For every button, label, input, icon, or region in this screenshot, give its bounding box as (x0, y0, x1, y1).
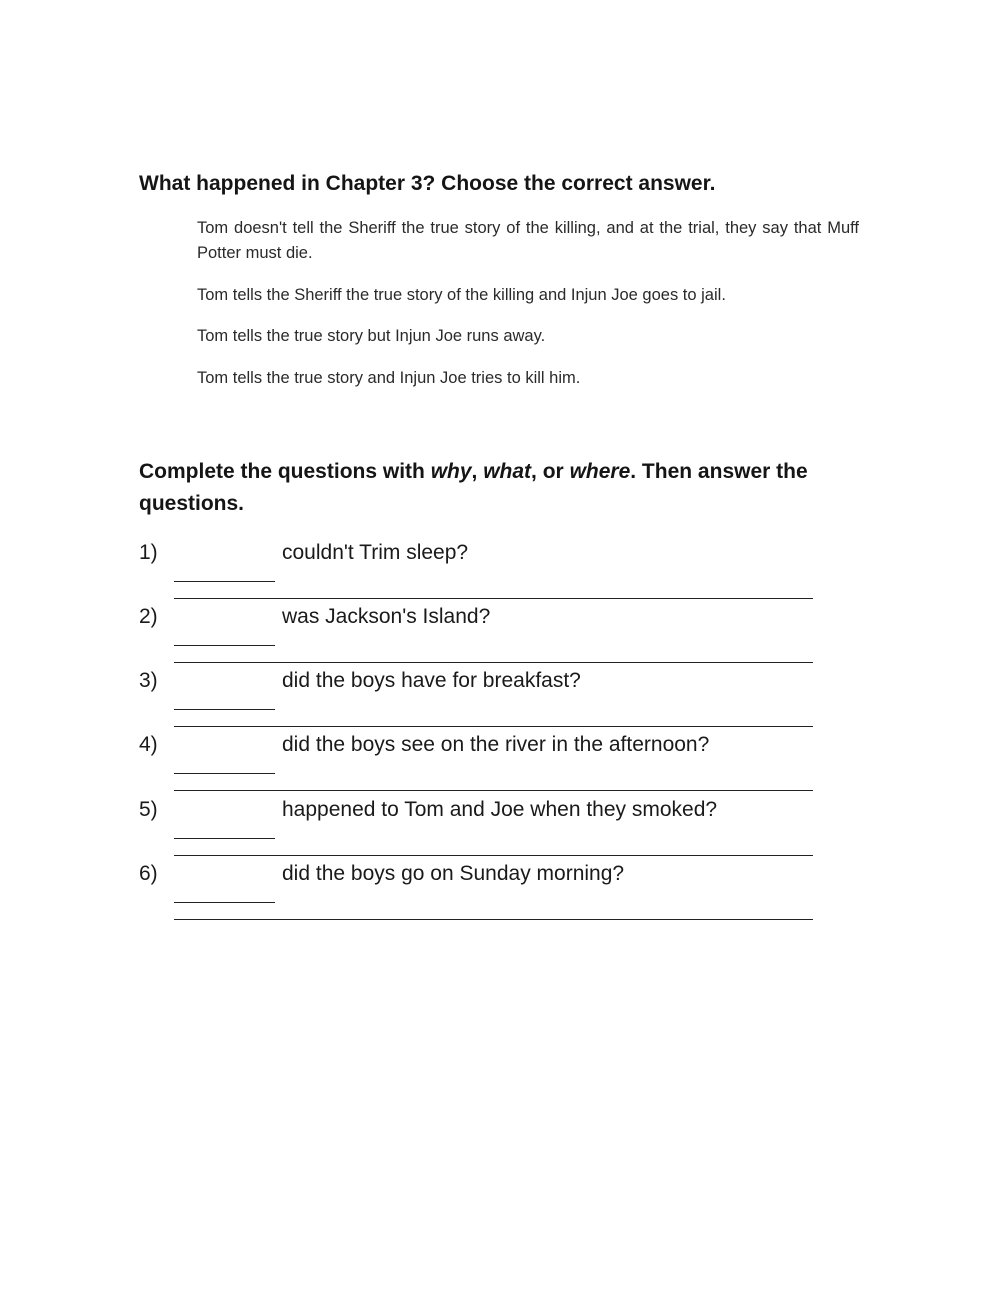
question-number: 3) (139, 669, 158, 692)
question-number: 4) (139, 733, 158, 756)
section1-heading: What happened in Chapter 3? Choose the correct answer. (139, 172, 716, 195)
question-6 (139, 860, 839, 900)
section2-heading (139, 456, 859, 520)
answer-option-1[interactable]: Tom doesn't tell the Sheriff the true story of the killing, and at the trial, they say that Muff Potter must die. (197, 219, 859, 262)
question-3 (139, 667, 839, 707)
answer-option-2[interactable]: Tom tells the Sheriff the true story of the killing and Injun Joe goes to jail. (197, 286, 726, 304)
heading-sep-1: , (471, 460, 484, 483)
question-5 (139, 796, 839, 836)
word-where: where (569, 460, 631, 483)
word-what: what (483, 460, 532, 483)
question-number: 1) (139, 541, 158, 564)
question-text: did the boys have for breakfast? (282, 669, 581, 692)
question-number: 2) (139, 605, 158, 628)
word-why: why (430, 460, 472, 483)
heading-suffix: . Then answer the questions. (139, 460, 808, 515)
question-2 (139, 603, 839, 643)
question-4 (139, 731, 839, 771)
answer-field-6[interactable] (174, 897, 813, 920)
answer-option-3[interactable]: Tom tells the true story but Injun Joe runs away. (197, 327, 546, 345)
question-text: happened to Tom and Joe when they smoked? (282, 798, 718, 821)
heading-prefix: Complete the questions with (139, 460, 431, 483)
answer-field-2[interactable] (174, 640, 813, 663)
question-number: 5) (139, 798, 158, 821)
answer-field-1[interactable] (174, 576, 813, 599)
answer-field-3[interactable] (174, 704, 813, 727)
question-text: couldn't Trim sleep? (282, 541, 469, 564)
question-number: 6) (139, 862, 158, 885)
answer-field-4[interactable] (174, 768, 813, 791)
question-text: did the boys see on the river in the afternoon? (282, 733, 710, 756)
question-text: was Jackson's Island? (282, 605, 491, 628)
question-1 (139, 539, 839, 579)
heading-sep-2: , or (531, 460, 570, 483)
answer-field-5[interactable] (174, 833, 813, 856)
question-text: did the boys go on Sunday morning? (282, 862, 625, 885)
answer-option-4[interactable]: Tom tells the true story and Injun Joe tries to kill him. (197, 369, 581, 387)
